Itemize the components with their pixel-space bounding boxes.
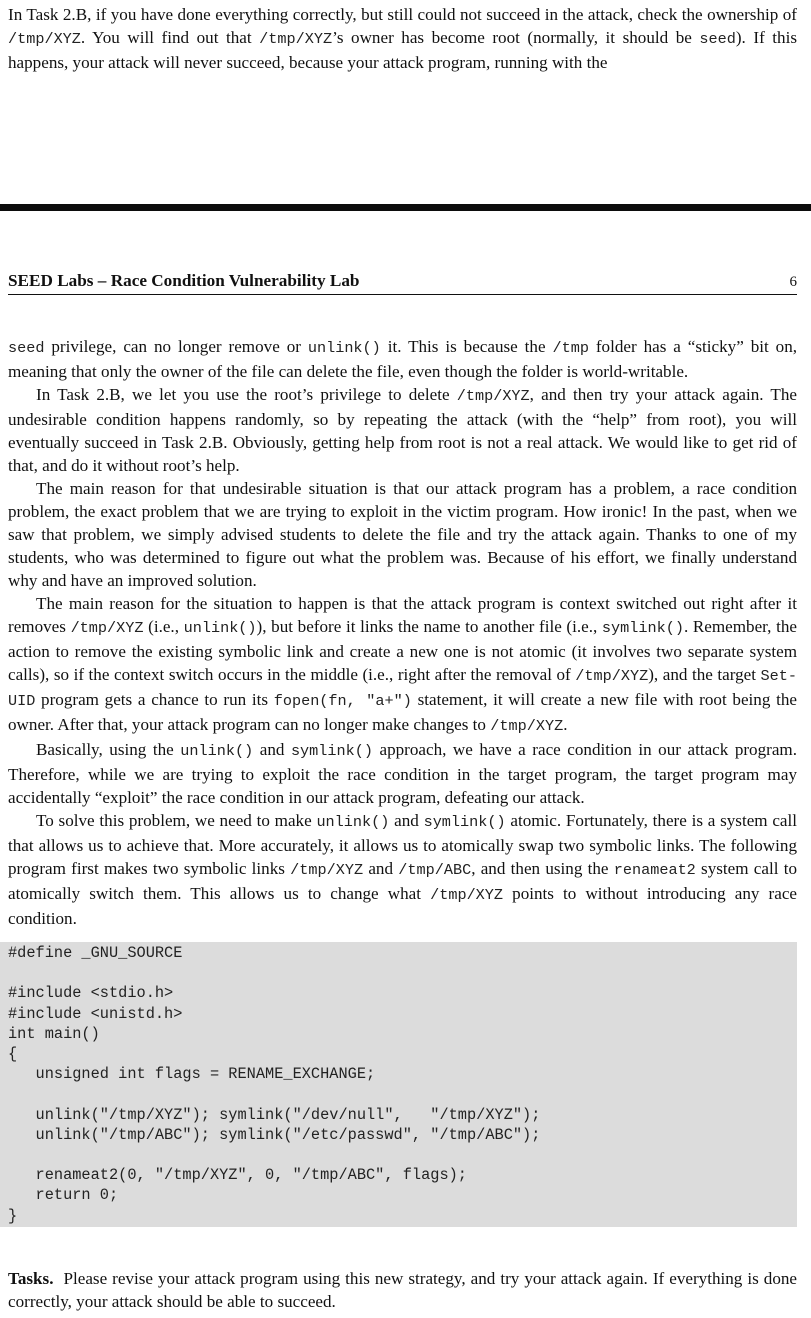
code-line: #include <stdio.h> — [8, 984, 174, 1003]
inline-code: fopen(fn, "a+") — [273, 692, 412, 710]
body-paragraph: seed privilege, can no longer remove or unlink() it. This is because the /tmp folder has a “sticky” bit on, meaning that only the owner of the file can delete the file, even though the folder is world-writable. — [8, 337, 798, 381]
code-line: #include <unistd.h> — [8, 1004, 183, 1023]
inline-code: /tmp/XYZ — [290, 861, 364, 879]
inline-code: /tmp/ABC — [398, 861, 472, 879]
code-line: #define _GNU_SOURCE — [8, 944, 183, 962]
inline-code: /tmp/XYZ — [8, 30, 81, 48]
code-line: } — [8, 1206, 18, 1225]
body-text — [8, 335, 797, 930]
inline-code: symlink() — [290, 742, 373, 760]
running-header — [8, 270, 797, 295]
code-line: renameat2(0, "/tmp/XYZ", 0, "/tmp/ABC", flags); — [8, 1166, 467, 1185]
inline-code: seed — [8, 339, 45, 357]
inline-code: symlink() — [601, 619, 684, 637]
body-paragraph: To solve this problem, we need to make unlink() and symlink() atomic. Fortunately, there is a system call that allows us to achieve that. More accurately, it allows us to atomically swap two symbolic links. The following program first makes two symbolic links /tmp/XYZ and /tmp/ABC, and then using the renameat2 system call to atomically switch them. This allows us to change what /tmp/XYZ points to without introducing any race condition. — [8, 811, 798, 928]
code-line: unsigned int flags = RENAME_EXCHANGE; — [8, 1065, 376, 1084]
previous-page-paragraph: In Task 2.B, if you have done everything correctly, but still could not succeed in the attack, check the ownership of /tmp/XYZ. You will find out that /tmp/XYZ’s owner has become root (normally, it should be seed). If this happens, your attack will never succeed, because your attack program, running with the — [8, 5, 797, 72]
inline-code: renameat2 — [613, 861, 696, 879]
body-paragraph: Basically, using the unlink() and symlink() approach, we have a race condition in our attack program. Therefore, while we are trying to exploit the race condition in the target program, the target program may accidentally “exploit” the race condition in our attack program, defeating our attack. — [8, 740, 797, 807]
code-line: int main() — [8, 1024, 100, 1043]
inline-code: unlink() — [183, 619, 257, 637]
inline-code: /tmp/XYZ — [70, 619, 144, 637]
inline-code: /tmp — [552, 339, 589, 357]
code-block — [0, 943, 540, 1226]
tasks-label: Tasks. — [8, 1269, 54, 1288]
inline-code: /tmp/XYZ — [575, 667, 649, 685]
code-line: unlink("/tmp/ABC"); symlink("/etc/passwd", "/tmp/ABC"); — [8, 1125, 541, 1144]
inline-code: symlink() — [423, 813, 506, 831]
body-paragraph: In Task 2.B, we let you use the root’s privilege to delete /tmp/XYZ, and then try your attack again. The undesirable condition happens randomly, so by repeating the attack (with the “help” from root), you will eventually succeed in Task 2.B. Obviously, getting help from root is not a real attack. We would like to get rid of that, and do it without root’s help. — [8, 385, 797, 475]
code-line: unlink("/tmp/XYZ"); symlink("/dev/null", "/tmp/XYZ"); — [8, 1105, 541, 1124]
tasks-text: Please revise your attack program using this new strategy, and try your attack again. If everything is done correctly, your attack should be able to succeed. — [8, 1269, 797, 1311]
inline-code: /tmp/XYZ — [430, 886, 504, 904]
code-line: { — [8, 1045, 18, 1064]
body-paragraph: The main reason for that undesirable situation is that our attack program has a problem, a race condition problem, the exact problem that we are trying to exploit in the victim program. How ironic! In the past, when we saw that problem, we simply advised students to delete the file and try the attack again. Thanks to one of my students, who was determined to figure out what the problem was. Because of his effort, we finally understand why and have an improved solution. — [8, 479, 797, 590]
code-line: return 0; — [8, 1186, 119, 1205]
page-number: 6 — [789, 274, 797, 290]
inline-code: unlink() — [180, 742, 254, 760]
page-break-rule — [0, 204, 811, 211]
inline-code: seed — [699, 30, 736, 48]
inline-code: /tmp/XYZ — [490, 717, 564, 735]
inline-code: unlink() — [316, 813, 390, 831]
inline-code: /tmp/XYZ — [259, 30, 333, 48]
inline-code: unlink() — [307, 339, 381, 357]
body-paragraph: The main reason for the situation to happen is that the attack program is context switched out right after it removes /tmp/XYZ (i.e., unlink()), but before it links the name to another file (i.e., symlink(). Remember, the action to remove the existing symbolic link and create a new one is not atomic (it involves two separate system calls), so if the context switch occurs in the middle (i.e., right after the removal of /tmp/XYZ), and the target Set-UID program gets a chance to run its fopen(fn, "a+") statement, it will create a new file with root being the owner. After that, your attack program can no longer make changes to /tmp/XYZ. — [8, 594, 797, 735]
inline-code: /tmp/XYZ — [456, 387, 530, 405]
header-title: SEED Labs – Race Condition Vulnerability Lab — [8, 271, 360, 290]
tasks-section — [8, 1267, 797, 1313]
code-listing — [0, 942, 797, 1227]
inline-code: Set-UID — [8, 667, 797, 710]
tasks-paragraph — [8, 1267, 797, 1313]
